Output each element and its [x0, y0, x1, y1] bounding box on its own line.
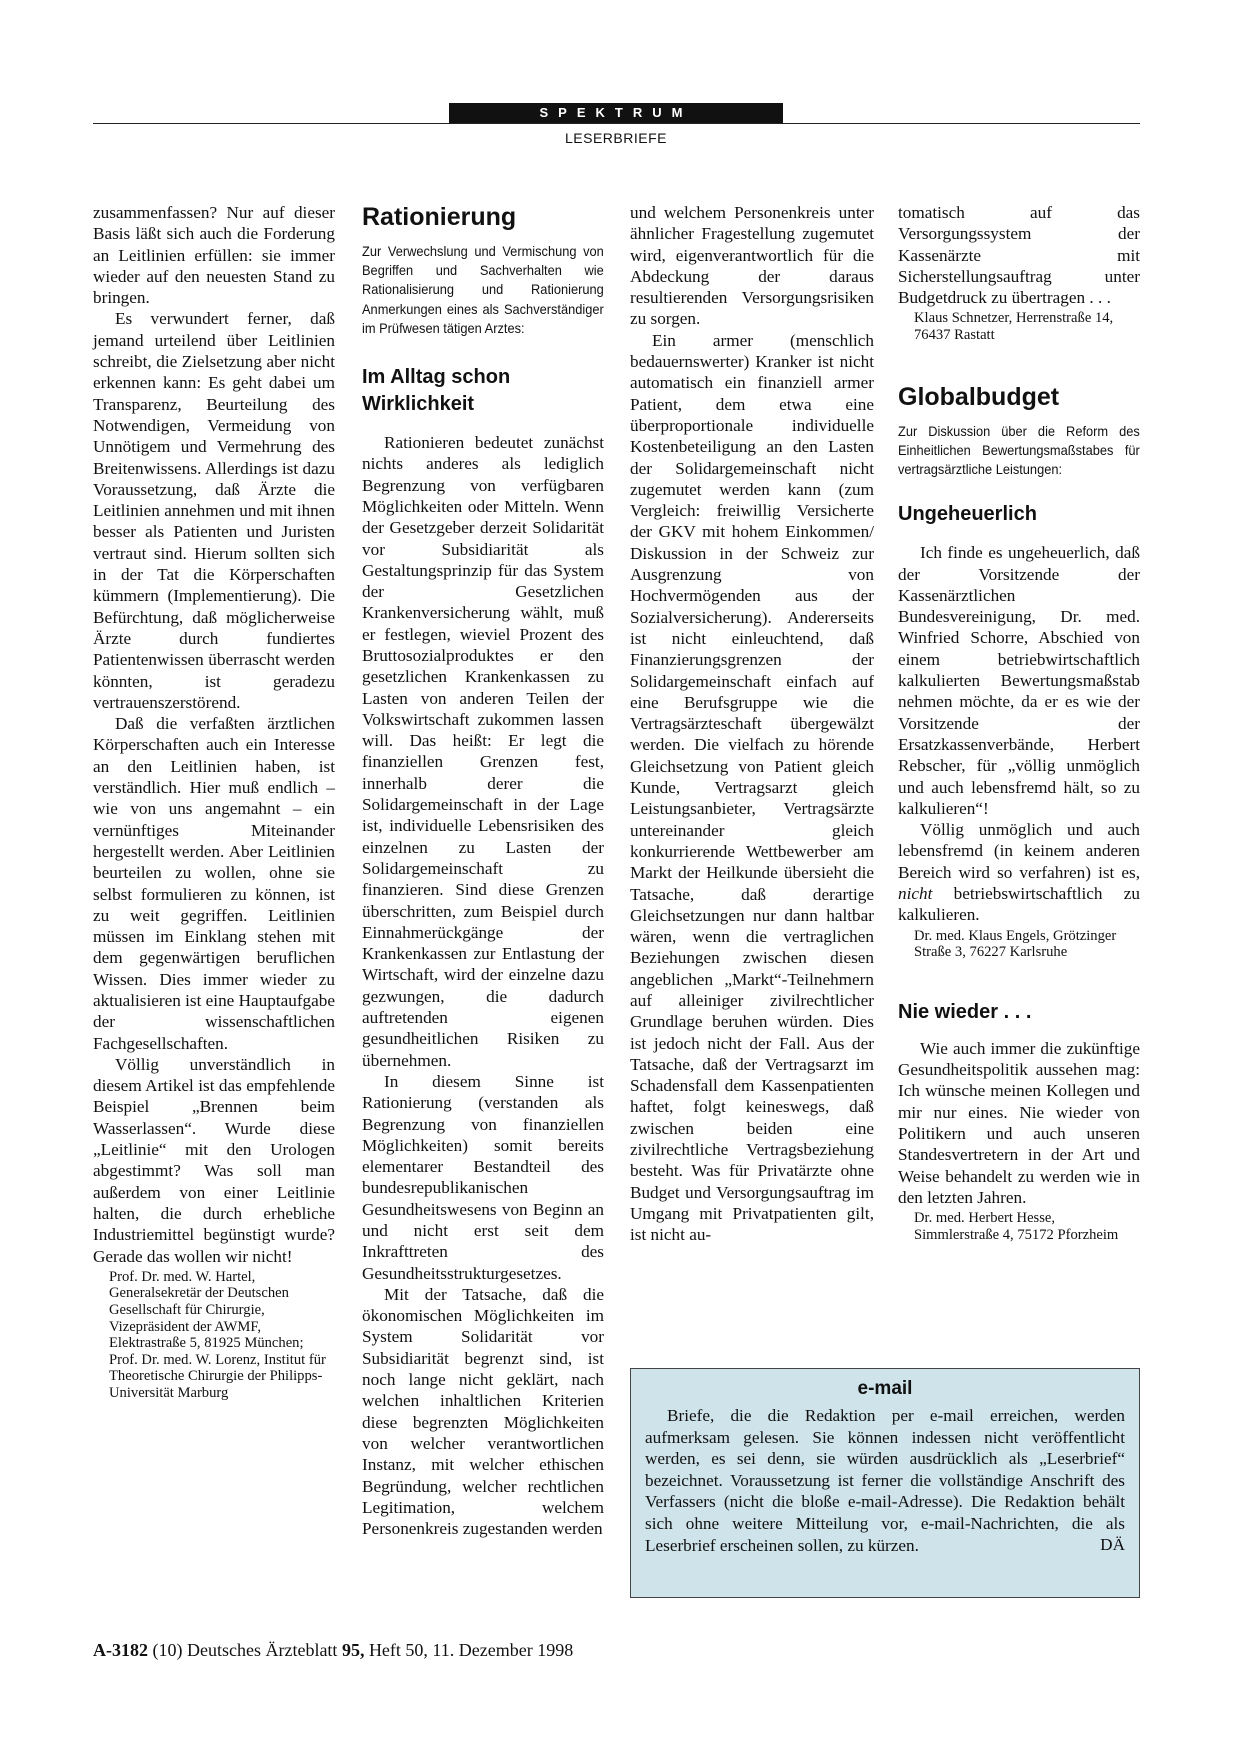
- paragraph: Völlig unmöglich und auch lebensfremd (in keinem anderen Bereich wird so verfahren) ist es, nicht betriebswirtschaftlich zu kalkulieren.: [898, 820, 1140, 925]
- issue-page: (10) Deutsches Ärzteblatt: [152, 1640, 338, 1660]
- paragraph: Ich finde es ungeheuerlich, daß der Vorsitzende der Kassenärztlichen Bundesvereinigung, Dr. med. Winfried Schorre, Abschied von einem betriebwirtschaftlich kalkulierten Bewertungsmaßstab nehmen möchte, da er es wie der Vorsitzende der Ersatzkassenverbände, Herbert Rebscher, für „völlig unmöglich und auch lebensfremd hält, so zu kalkulieren“!: [898, 543, 1140, 818]
- article-intro: Zur Diskussion über die Reform des Einheitlichen Bewertungsmaßstabes für vertragsärztliche Leistungen:: [898, 423, 1140, 478]
- article-title-rationierung: Rationierung: [362, 203, 517, 231]
- volume: 95,: [341, 1640, 365, 1660]
- email-notice-title: e-mail: [857, 1378, 913, 1399]
- signature: Dr. med. Klaus Engels, Grötzinger Straße 3, 76227 Karlsruhe: [914, 927, 1117, 961]
- email-notice-sign: DÄ: [1100, 1534, 1125, 1554]
- column-3: [630, 202, 874, 1246]
- header-rule: [93, 123, 1140, 124]
- signature: Klaus Schnetzer, Herrenstraße 14, 76437 Rastatt: [914, 310, 1114, 344]
- signature: Dr. med. Herbert Hesse, Simmlerstraße 4, 75172 Pforzheim: [914, 1210, 1119, 1243]
- article-title-nie-wieder: Nie wieder . . .: [898, 1000, 1032, 1023]
- paragraph: Wie auch immer die zukünftige Gesundheitspolitik aussehen mag: Ich wünsche meinen Kollegen und mir nur eines. Nie wieder von Politikern und auch unseren Standesvertretern in der Art und Weise behandelt zu werden wie in den letzten Jahren.: [898, 1038, 1140, 1207]
- article-intro: Zur Verwechslung und Vermischung von Begriffen und Sachverhalten wie Rationalisierung und Rationierung Anmerkungen eines als Sachverständiger im Prüfwesen tätigen Arztes:: [362, 244, 604, 336]
- paragraph: tomatisch auf das Versorgungssystem der Kassenärzte mit Sicherstellungsauftrag unter Budgetdruck zu übertragen . . .: [898, 203, 1140, 308]
- issue-date: Heft 50, 11. Dezember 1998: [368, 1640, 574, 1660]
- article-subtitle: Ungeheuerlich: [898, 503, 1037, 526]
- email-notice-box: [630, 1368, 1140, 1598]
- paragraph: Daß die verfaßten ärztlichen Körperschaften auch ein Interesse an den Leitlinien haben, ist verständlich. Hier muß endlich – wie von uns angemahnt – ein vernünftiges Miteinander hergestellt werden. Aber Leitlinien beurteilen zu wollen, ohne sie selbst formulieren zu können, ist zu weit gegriffen. Leitlinien müssen im Einklang stehen mit dem gegenwärtigen beruflichen Wissen. Dies immer wieder zu aktualisieren ist eine Hauptaufgabe der wissenschaftlichen Fachgesellschaften.: [93, 714, 335, 1053]
- paragraph: und welchem Personenkreis unter ähnlicher Fragestellung zugemutet wird, eigenverantwortlich für die Abdeckung der daraus resultierenden Versorgungsrisiken zu sorgen.: [630, 203, 874, 329]
- column-1: [93, 202, 335, 1402]
- page-footer: [93, 1640, 573, 1661]
- paragraph: Es verwundert ferner, daß jemand urteilend über Leitlinien schreibt, die Zielsetzung aber nicht erkennen kann: Es geht dabei um Transparenz, Beurteilung des Notwendigen, Vermeidung von Unnötigem und Vermehrung des Breitenwissens. Allerdings ist dazu Voraussetzung, daß Ärzte die Leitlinien annehmen und mit ihnen besser als Patienten und Juristen vertraut sind. Hierum sollten sich in der Tat die Körperschaften kümmern (Implementierung). Die Befürchtung, daß möglicherweise Ärzte durch fundiertes Patientenwissen überrascht werden könnten, ist geradezu vertrauenszerstörend.: [93, 309, 335, 712]
- paragraph: zusammenfassen? Nur auf dieser Basis läßt sich auch die Forderung an Leitlinien erfüllen: sie immer wieder auf den neuesten Stand zu bringen.: [93, 203, 335, 308]
- header-subsection: LESERBRIEFE: [565, 130, 667, 146]
- page-number: A-3182: [93, 1640, 148, 1660]
- article-subtitle: Im Alltag schon Wirklichkeit: [362, 366, 511, 416]
- paragraph: Rationieren bedeutet zunächst nichts anderes als lediglich Begrenzung von verfügbaren Möglichkeiten oder Mitteln. Wenn der Gesetzgeber derzeit Solidarität vor Subsidiarität als Gestaltungsprinzip für das System der Gesetzlichen Krankenversicherung wählt, muß er festlegen, wieviel Prozent des Bruttosozialproduktes er den gesetzlichen Krankenkassen zu Lasten von anderen Teilen der Volkswirtschaft zukommen lassen will. Das heißt: Er legt die finanziellen Grenzen fest, innerhalb derer die Solidargemeinschaft in der Lage ist, individuelle Lebensrisiken des einzelnen zu Lasten der Solidargemeinschaft zu finanzieren. Sind diese Grenzen überschritten, zum Beispiel durch Einnahmerückgänge der Krankenkassen zur Entlastung der Wirtschaft, wird der einzelne dazu gezwungen, die dadurch auftretenden eigenen gesundheitlichen Risiken zu übernehmen.: [362, 433, 604, 1070]
- paragraph: In diesem Sinne ist Rationierung (verstanden als Begrenzung von finanziellen Möglichkeiten) somit bereits elementarer Bestandteil des bundesrepublikanischen Gesundheitswesens von Beginn an und nicht erst seit dem Inkrafttreten des Gesundheitsstrukturgesetzes.: [362, 1071, 604, 1283]
- article-title-globalbudget: Globalbudget: [898, 382, 1060, 411]
- paragraph: Ein armer (menschlich bedauernswerter) Kranker ist nicht automatisch ein finanziell armer Patient, dem etwa eine überproportionale individuelle Kostenbeteiligung an den Lasten der Solidargemeinschaft nicht zugemutet werden kann (zum Vergleich: freiwillig Versicherte der GKV mit hohem Einkommen/ Diskussion in der Schweiz zur Ausgrenzung von Hochvermögenden aus der Sozialversicherung). Andererseits ist nicht einleuchtend, daß Finanzierungsgrenzen der Solidargemeinschaft einfach auf eine Berufsgruppe wie die Vertragsärzteschaft übergewälzt werden. Die vielfach zu hörende Gleichsetzung von Patient gleich Kunde, Vertragsarzt gleich Leistungsanbieter, Vertragsärzte untereinander gleich konkurrierende Wettbewerber am Markt der Heilkunde übersieht die Tatsache, daß derartige Gleichsetzungen nur dann haltbar wären, wenn die vertraglichen Beziehungen zwischen diesen angeblichen „Markt“-Teilnehmern auf alleiniger zivilrechtlicher Grundlage beruhen würden. Dies ist jedoch nicht der Fall. Aus der Tatsache, daß der Vertragsarzt im Schadensfall dem Kassenpatienten haftet, folgt keineswegs, daß zwischen beiden eine zivilrechtliche Vertragsbeziehung besteht. Was für Privatärzte ohne Budget und Versorgungsauftrag im Umgang mit Privatpatienten gilt, ist nicht au-: [630, 330, 874, 1245]
- paragraph: Völlig unverständlich in diesem Artikel ist das empfehlende Beispiel „Brennen beim Wasserlassen“. Wurde diese „Leitlinie“ mit den Urologen abgestimmt? Was soll man außerdem von einer Leitlinie halten, die durch erhebliche Industriemittel begünstigt wurde? Gerade das wollen wir nicht!: [93, 1054, 335, 1266]
- paragraph: Mit der Tatsache, daß die ökonomischen Möglichkeiten im System Solidarität vor Subsidiarität begrenzt sind, ist noch lange nicht geklärt, nach welchen inhaltlichen Kriterien diese begrenzten Möglichkeiten von welcher verantwortlichen Instanz, mit welcher ethischen Begründung, welcher rechtlichen Legitimation, welchem Personenkreis zugestanden werden: [362, 1284, 604, 1539]
- column-4: [898, 202, 1140, 1243]
- signature: Prof. Dr. med. W. Hartel, Generalsekretär der Deutschen Gesellschaft für Chirurgie, Vizepräsident der AWMF, Elektrastraße 5, 81925 München; Prof. Dr. med. W. Lorenz, Institut für Theoretische Chirurgie der Philipps-Universität Marburg: [109, 1268, 326, 1401]
- column-2: [362, 202, 604, 1539]
- header-bar: SPEKTRUM: [449, 103, 783, 123]
- email-notice-text: Briefe, die die Redaktion per e-mail erreichen, werden aufmerksam gelesen. Sie können indessen nicht veröffentlicht werden, es sei denn, sie würden ausdrücklich als „Leserbrief“ bezeichnet. Voraussetzung ist ferner die vollständige Anschrift des Verfassers (nicht die bloße e-mail-Adresse). Die Redaktion behält sich ohne weitere Mitteilung vor, e-mail-Nachrichten, die als Leserbrief erscheinen sollen, zu kürzen.: [645, 1406, 1125, 1555]
